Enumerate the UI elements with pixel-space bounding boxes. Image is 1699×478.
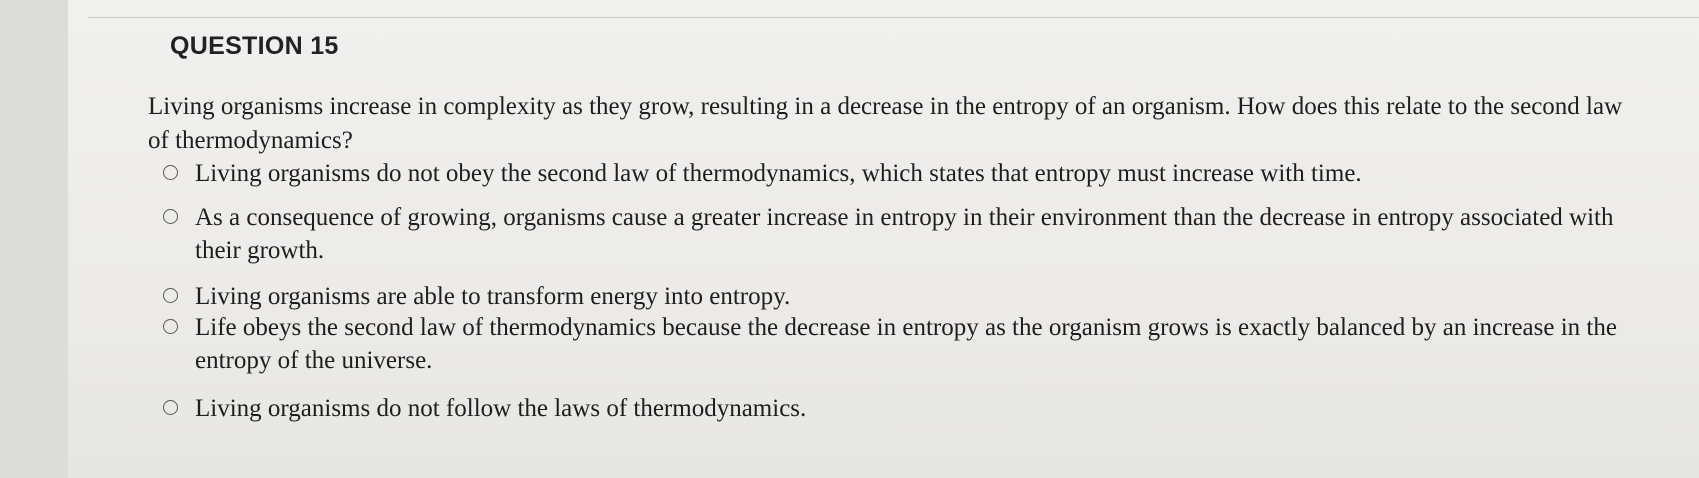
option-label[interactable]: As a consequence of growing, organisms cause a greater increase in entropy in their environment than the decrease in entropy associated with their growth. [195, 204, 1614, 264]
radio-button[interactable] [163, 319, 178, 334]
answer-option[interactable] [163, 311, 1663, 377]
option-label[interactable]: Life obeys the second law of thermodynamics because the decrease in entropy as the organism grows is exactly balanced by an increase in the entropy of the universe. [195, 314, 1617, 374]
question-text: Living organisms increase in complexity as they grow, resulting in a decrease in the entropy of an organism. How does this relate to the second law of thermodynamics? [148, 93, 1623, 154]
radio-button[interactable] [163, 165, 178, 180]
option-label[interactable]: Living organisms do not obey the second law of thermodynamics, which states that entropy must increase with time. [195, 160, 1362, 187]
answer-option[interactable] [163, 157, 1663, 190]
option-label[interactable]: Living organisms are able to transform energy into entropy. [195, 283, 791, 310]
answer-option[interactable] [163, 392, 1663, 425]
answer-option[interactable] [163, 201, 1663, 267]
radio-button[interactable] [163, 288, 178, 303]
radio-button[interactable] [163, 400, 178, 415]
answer-option[interactable] [163, 280, 1663, 313]
question-title: QUESTION 15 [170, 32, 339, 60]
radio-button[interactable] [163, 209, 178, 224]
left-gutter [0, 0, 68, 478]
divider [88, 17, 1699, 18]
option-label[interactable]: Living organisms do not follow the laws of thermodynamics. [195, 395, 807, 422]
